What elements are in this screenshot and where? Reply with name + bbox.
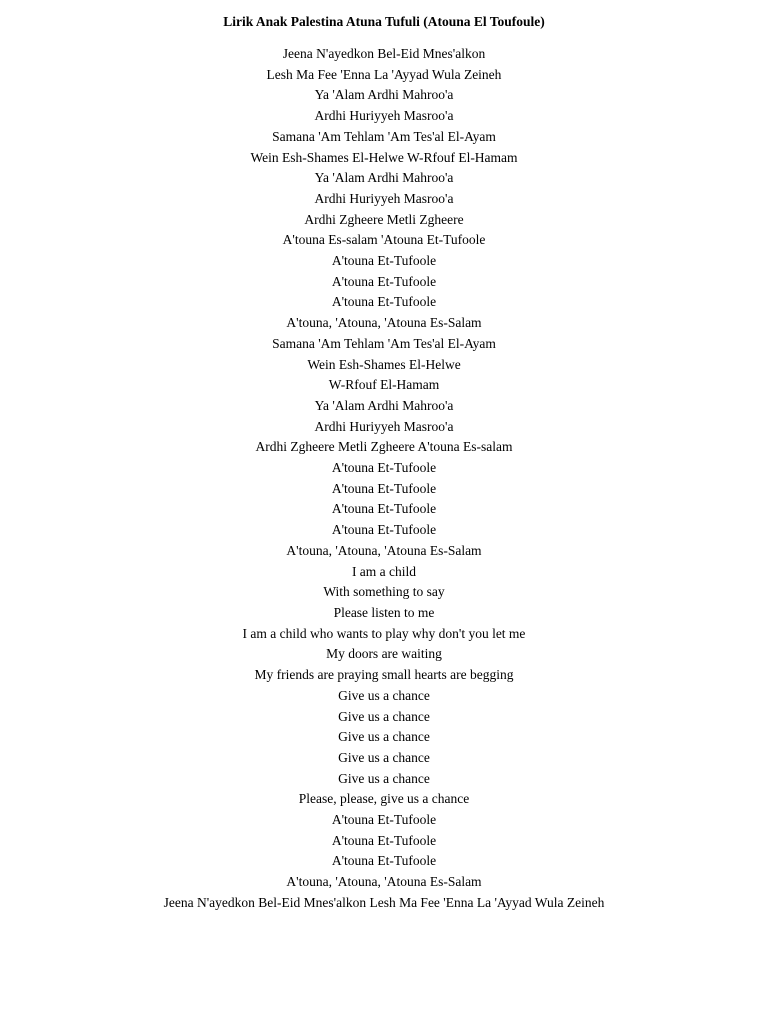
lyric-line: Ardhi Huriyyeh Masroo'a	[314, 418, 454, 434]
lyric-line: A'touna Et-Tufoole	[331, 294, 437, 310]
lyric-line: Wein Esh-Shames El-Helwe	[307, 356, 461, 372]
lyric-line: Give us a chance	[338, 687, 430, 703]
lyric-line: I am a child	[351, 563, 417, 579]
lyric-line: With something to say	[323, 584, 445, 600]
lyric-line: A'touna Et-Tufoole	[331, 273, 437, 289]
lyric-line: Ya 'Alam Ardhi Mahroo'a	[314, 87, 454, 103]
lyric-line: Jeena N'ayedkon Bel-Eid Mnes'alkon Lesh Ma Fee 'Enna La 'Ayyad Wula Zeineh	[163, 894, 605, 910]
lyric-line: Give us a chance	[338, 770, 430, 786]
lyric-line: Give us a chance	[338, 729, 430, 745]
lyric-line: Give us a chance	[338, 749, 430, 765]
lyric-line: A'touna Et-Tufoole	[331, 832, 437, 848]
lyric-line: A'touna Et-Tufoole	[331, 460, 437, 476]
lyric-line: A'touna, 'Atouna, 'Atouna Es-Salam	[286, 315, 482, 331]
lyric-line: Please, please, give us a chance	[298, 791, 470, 807]
lyric-line: Ardhi Huriyyeh Masroo'a	[314, 190, 454, 206]
lyric-line: A'touna Et-Tufoole	[331, 501, 437, 517]
lyric-line: A'touna Et-Tufoole	[331, 480, 437, 496]
lyric-line: A'touna Et-Tufoole	[331, 812, 437, 828]
lyric-line: A'touna Et-Tufoole	[331, 522, 437, 538]
lyric-line: My friends are praying small hearts are begging	[254, 667, 514, 683]
lyric-line: Please listen to me	[333, 604, 435, 620]
lyric-line: Ya 'Alam Ardhi Mahroo'a	[314, 170, 454, 186]
lyric-line: Jeena N'ayedkon Bel-Eid Mnes'alkon	[282, 46, 486, 61]
lyric-line: A'touna Es-salam 'Atouna Et-Tufoole	[282, 232, 486, 248]
lyric-line: Samana 'Am Tehlam 'Am Tes'al El-Ayam	[272, 335, 496, 351]
lyric-line: Samana 'Am Tehlam 'Am Tes'al El-Ayam	[272, 128, 496, 144]
lyric-line: Ya 'Alam Ardhi Mahroo'a	[314, 397, 454, 413]
lyric-line: A'touna, 'Atouna, 'Atouna Es-Salam	[286, 874, 482, 890]
lyric-line: Lesh Ma Fee 'Enna La 'Ayyad Wula Zeineh	[266, 66, 502, 82]
lyric-line: A'touna Et-Tufoole	[331, 253, 437, 269]
lyric-line: Ardhi Huriyyeh Masroo'a	[314, 108, 454, 124]
document-title: Lirik Anak Palestina Atuna Tufuli (Atouna El Toufoule)	[223, 14, 545, 29]
lyric-line: A'touna, 'Atouna, 'Atouna Es-Salam	[286, 542, 482, 558]
lyrics-list	[0, 44, 768, 914]
lyric-line: I am a child who wants to play why don't you let me	[242, 625, 526, 641]
lyric-line: Give us a chance	[338, 708, 430, 724]
lyric-line: My doors are waiting	[326, 646, 442, 662]
lyric-line: Wein Esh-Shames El-Helwe W-Rfouf El-Hamam	[250, 149, 518, 165]
lyric-line: W-Rfouf El-Hamam	[328, 377, 440, 393]
lyric-line: Ardhi Zgheere Metli Zgheere	[304, 211, 464, 227]
lyric-line: Ardhi Zgheere Metli Zgheere A'touna Es-salam	[255, 439, 513, 455]
lyric-line: A'touna Et-Tufoole	[331, 853, 437, 869]
